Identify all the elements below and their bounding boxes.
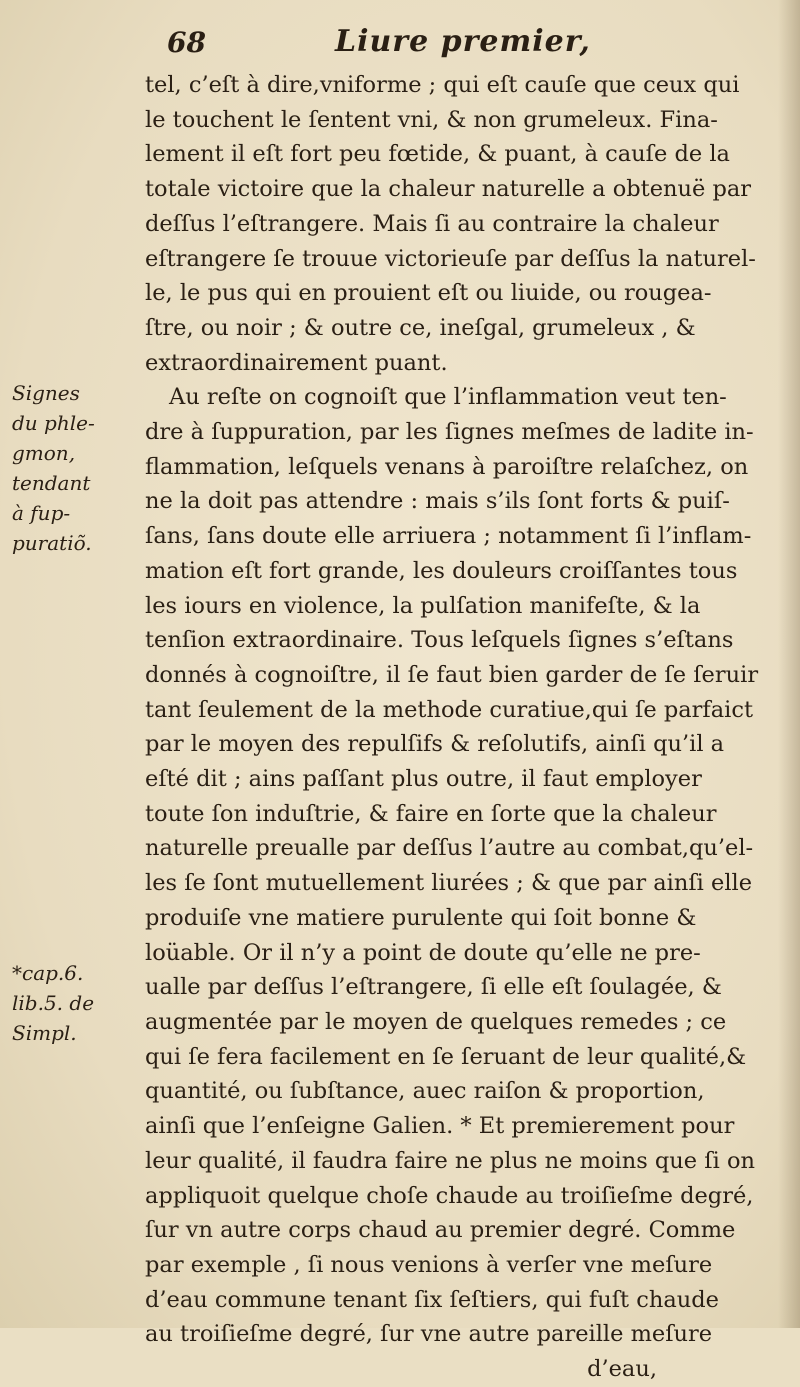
margin-note-line: à fup- xyxy=(12,501,71,525)
text-line: par le moyen des repulſifs & reſolutifs, ainſi qu’il a xyxy=(145,731,725,758)
text-line: lement il eſt fort peu fœtide, & puant, à cauſe de la xyxy=(145,141,730,168)
text-line: eſté dit ; ains paſſant plus outre, il faut employer xyxy=(145,766,702,793)
margin-note-line: puratiõ. xyxy=(12,531,92,555)
text-line: les ſe ſont mutuellement liurées ; & que par ainſi elle xyxy=(145,870,753,897)
text-line: d’eau commune tenant ſix ſeſtiers, qui fuſt chaude xyxy=(145,1286,719,1313)
text-line: dre à ſuppuration, par les ſignes meſmes de ladite in- xyxy=(145,419,754,446)
text-line: ſtre, ou noir ; & outre ce, ineſgal, grumeleux , & xyxy=(145,314,696,341)
text-line: deſſus l’eſtrangere. Mais ſi au contraire la chaleur xyxy=(145,210,719,237)
text-line: ualle par deſſus l’eſtrangere, ſi elle eſt ſoulagée, & xyxy=(145,974,722,1001)
text-line: totale victoire que la chaleur naturelle a obtenuë par xyxy=(145,176,752,203)
running-title: Liure premier, xyxy=(335,24,591,59)
text-line: Au reſte on cognoiſt que l’inflammation veut ten- xyxy=(169,384,727,411)
margin-note-line: tendant xyxy=(12,471,91,495)
text-line: les iours en violence, la pulſation manifeſte, & la xyxy=(145,592,701,619)
text-line: toute ſon induſtrie, & faire en ſorte que la chaleur xyxy=(145,800,717,827)
text-line: flammation, leſquels venans à paroiſtre relaſchez, on xyxy=(145,453,749,480)
text-line: produiſe vne matiere purulente qui ſoit bonne & xyxy=(145,904,697,931)
text-line: tenſion extraordinaire. Tous leſquels ſignes s’eſtans xyxy=(145,627,734,654)
page-header xyxy=(145,18,675,70)
text-line: quantité, ou ſubſtance, auec raiſon & proportion, xyxy=(145,1078,705,1105)
text-line: le touchent le ſentent vni, & non grumeleux. Fina- xyxy=(145,106,718,133)
text-line: tel, c’eſt à dire,vniforme ; qui eſt cauſe que ceux qui xyxy=(145,72,740,98)
margin-note-line: *cap.6. xyxy=(12,961,84,985)
text-line: augmentée par le moyen de quelques remedes ; ce xyxy=(145,1008,727,1035)
page-edge-shadow xyxy=(778,0,800,1328)
text-line: qui ſe fera facilement en ſe ſeruant de leur qualité,& xyxy=(145,1043,747,1070)
catchword: d’eau, xyxy=(587,1356,657,1383)
margin-note-line: gmon, xyxy=(12,441,76,465)
text-line: tant ſeulement de la methode curatiue,qui ſe parfaict xyxy=(145,696,754,723)
text-line: le, le pus qui en prouient eſt ou liuide, ou rougea- xyxy=(145,280,712,307)
margin-note-reference xyxy=(12,958,132,1048)
text-line: ainſi que l’enſeigne Galien. * Et premierement pour xyxy=(145,1113,735,1140)
text-line: mation eſt fort grande, les douleurs croiſſantes tous xyxy=(145,557,738,584)
text-line: donnés à cognoiſtre, il ſe faut bien garder de ſe ſeruir xyxy=(145,661,759,688)
text-line: leur qualité, il faudra faire ne plus ne moins que ſi on xyxy=(145,1147,755,1174)
text-line: eſtrangere ſe trouue victorieuſe par deſſus la naturel- xyxy=(145,245,756,272)
text-line: loüable. Or il n’y a point de doute qu’elle ne pre- xyxy=(145,939,701,966)
margin-note-line: Simpl. xyxy=(12,1021,77,1045)
text-line: ne la doit pas attendre : mais s’ils ſont forts & puiſ- xyxy=(145,488,730,515)
text-line: appliquoit quelque choſe chaude au troiſieſme degré, xyxy=(145,1182,754,1209)
margin-note-line: du phle- xyxy=(12,411,95,435)
body-text xyxy=(145,68,759,1387)
text-line: par exemple , ſi nous venions à verſer vne meſure xyxy=(145,1251,713,1278)
text-line: au troiſieſme degré, ſur vne autre pareille meſure xyxy=(145,1321,713,1348)
margin-note-line: Signes xyxy=(12,381,80,405)
text-line: ſans, ſans doute elle arriuera ; notamment ſi l’inflam- xyxy=(145,523,752,550)
text-line: ſur vn autre corps chaud au premier degré. Comme xyxy=(145,1217,736,1244)
margin-note-signes xyxy=(12,378,132,558)
text-line: naturelle preualle par deſſus l’autre au combat,qu’el- xyxy=(145,835,754,862)
text-line: extraordinairement puant. xyxy=(145,349,448,376)
margin-note-line: lib.5. de xyxy=(12,991,95,1015)
page-number: 68 xyxy=(167,26,206,59)
